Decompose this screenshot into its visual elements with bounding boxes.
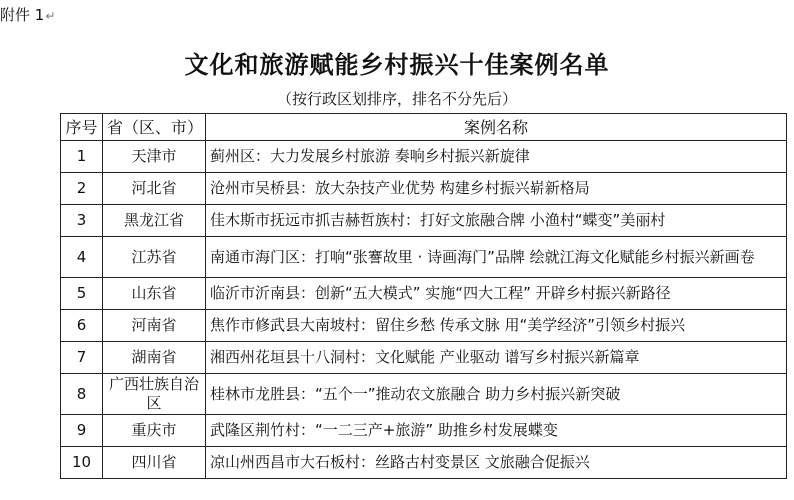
row-case-name: 凉山州西昌市大石板村：丝路古村变景区 文旅融合促振兴 — [206, 447, 787, 479]
row-province: 广西壮族自治区 — [103, 374, 206, 415]
table-row — [61, 141, 787, 173]
table-row — [61, 447, 787, 479]
table-row — [61, 310, 787, 342]
row-number: 2 — [61, 173, 103, 205]
table-row — [61, 278, 787, 310]
table-header-row — [61, 114, 787, 141]
row-province: 山东省 — [103, 278, 206, 310]
document-title: 文化和旅游赋能乡村振兴十佳案例名单 — [184, 50, 610, 79]
row-number: 3 — [61, 205, 103, 237]
header-province: 省（区、市） — [103, 114, 206, 141]
row-province: 河南省 — [103, 310, 206, 342]
row-number: 8 — [61, 374, 103, 415]
row-case-name: 佳木斯市抚远市抓吉赫哲族村：打好文旅融合牌 小渔村“蝶变”美丽村 — [206, 205, 787, 237]
row-province: 江苏省 — [103, 237, 206, 278]
table-row — [61, 415, 787, 447]
header-case-name: 案例名称 — [206, 114, 787, 141]
attachment-text: 附件 1 — [0, 6, 45, 24]
case-table — [60, 113, 787, 479]
row-case-name: 桂林市龙胜县：“五个一”推动农文旅融合 助力乡村振兴新突破 — [206, 374, 787, 415]
row-province: 天津市 — [103, 141, 206, 173]
row-case-name: 临沂市沂南县：创新“五大模式” 实施“四大工程” 开辟乡村振兴新路径 — [206, 278, 787, 310]
row-province: 黑龙江省 — [103, 205, 206, 237]
document-subtitle: （按行政区划排序，排名不分先后） — [276, 90, 517, 108]
table-row — [61, 374, 787, 415]
table-row — [61, 342, 787, 374]
row-province: 河北省 — [103, 173, 206, 205]
row-case-name: 武隆区荆竹村：“一二三产+旅游” 助推乡村发展蝶变 — [206, 415, 787, 447]
row-number: 7 — [61, 342, 103, 374]
row-province: 重庆市 — [103, 415, 206, 447]
row-case-name: 湘西州花垣县十八洞村：文化赋能 产业驱动 谱写乡村振兴新篇章 — [206, 342, 787, 374]
table-row — [61, 173, 787, 205]
row-number: 1 — [61, 141, 103, 173]
row-province: 湖南省 — [103, 342, 206, 374]
row-number: 4 — [61, 237, 103, 278]
row-case-name: 南通市海门区：打响“张謇故里 · 诗画海门”品牌 绘就江海文化赋能乡村振兴新画卷 — [206, 237, 787, 278]
row-number: 5 — [61, 278, 103, 310]
row-case-name: 蓟州区：大力发展乡村旅游 奏响乡村振兴新旋律 — [206, 141, 787, 173]
row-number: 6 — [61, 310, 103, 342]
row-case-name: 焦作市修武县大南坡村：留住乡愁 传承文脉 用“美学经济”引领乡村振兴 — [206, 310, 787, 342]
row-province: 四川省 — [103, 447, 206, 479]
row-case-name: 沧州市吴桥县：放大杂技产业优势 构建乡村振兴崭新格局 — [206, 173, 787, 205]
row-number: 10 — [61, 447, 103, 479]
table-row — [61, 205, 787, 237]
header-number: 序号 — [61, 114, 103, 141]
row-number: 9 — [61, 415, 103, 447]
paragraph-mark-icon: ↵ — [45, 9, 56, 23]
attachment-label — [0, 5, 55, 26]
table-row — [61, 237, 787, 278]
